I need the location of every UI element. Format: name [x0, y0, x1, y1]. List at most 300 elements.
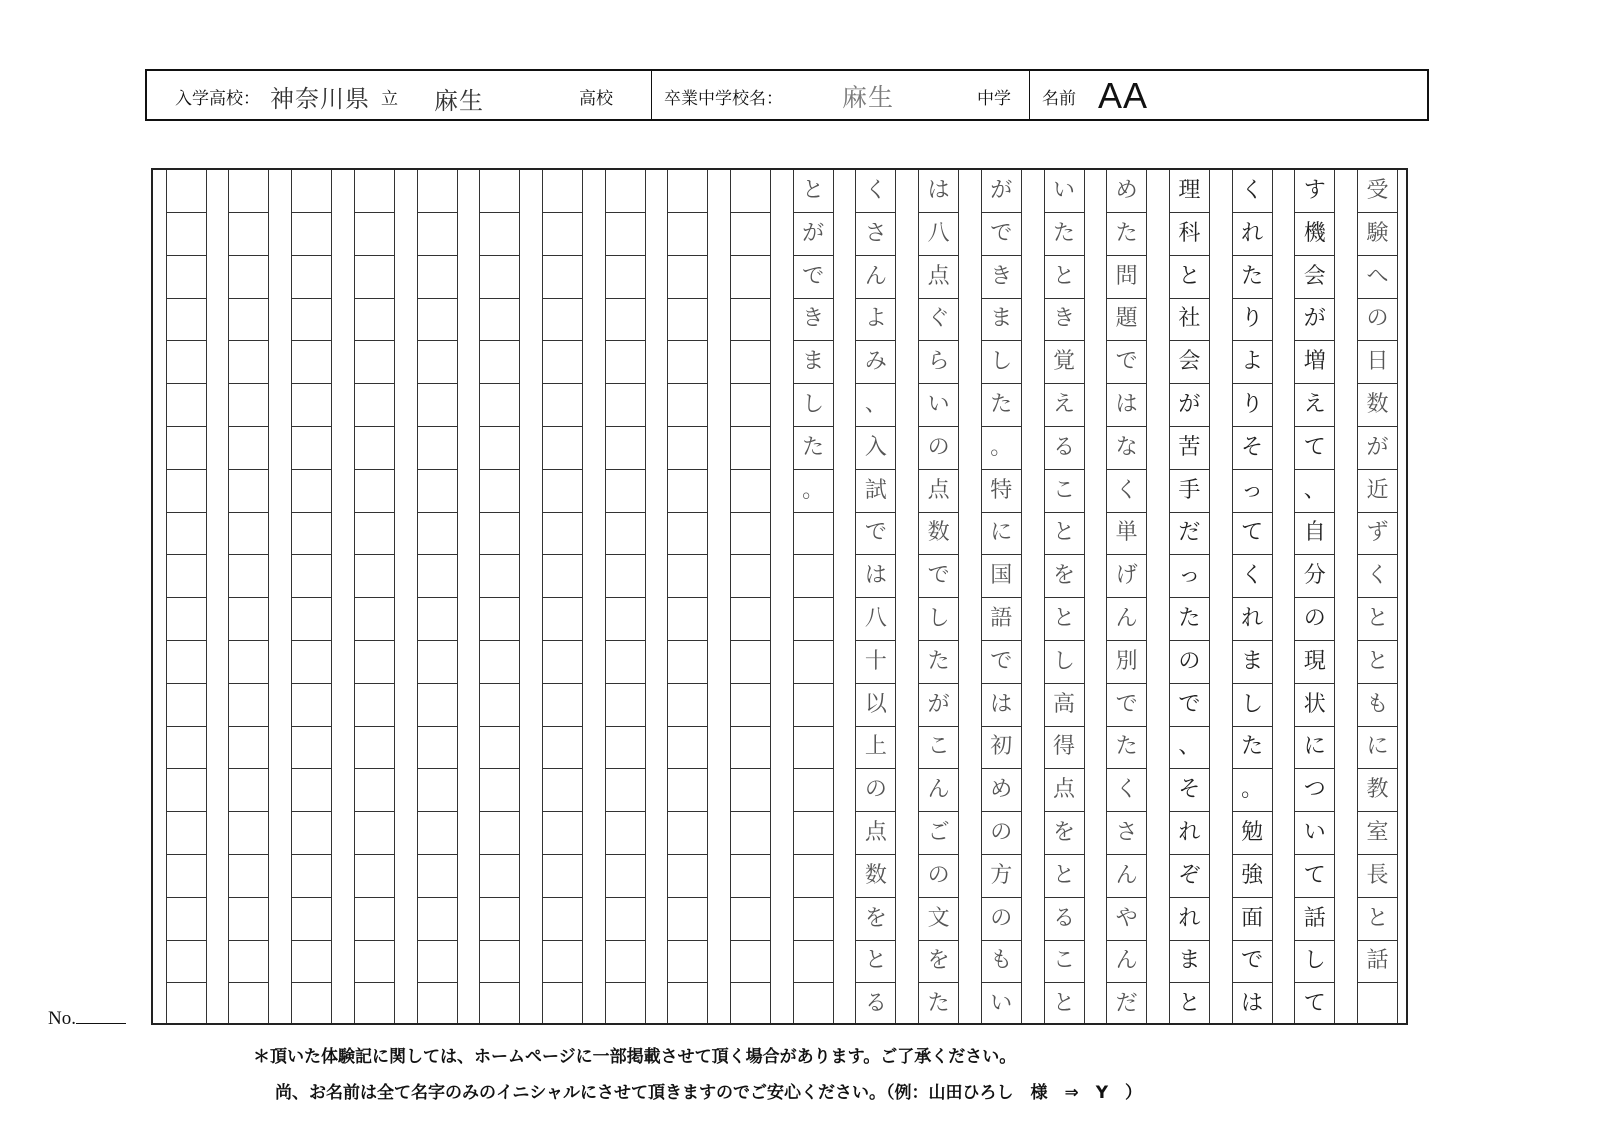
manuscript-cell [167, 170, 206, 213]
manuscript-cell: 十 [856, 641, 895, 684]
manuscript-cell [167, 555, 206, 598]
manuscript-cell: る [1045, 427, 1084, 470]
manuscript-cell: で [794, 256, 833, 299]
manuscript-cell: 、 [1295, 470, 1334, 513]
ritsu-label: 立 [381, 89, 398, 109]
notice-line-2: 尚、お名前は全て名字のみのイニシャルにさせて頂きますのでご安心ください。（例：山田ひろし 様 ⇒ Y ） [275, 1083, 1143, 1103]
manuscript-cell [229, 812, 268, 855]
manuscript-cell: 会 [1170, 341, 1209, 384]
manuscript-cell: て [1295, 427, 1334, 470]
manuscript-cell [292, 726, 331, 769]
manuscript-cell [480, 298, 519, 341]
manuscript-cell [543, 598, 582, 641]
manuscript-cell [794, 512, 833, 555]
manuscript-cell [292, 256, 331, 299]
manuscript-cell: と [856, 940, 895, 983]
manuscript-cell: い [1295, 812, 1334, 855]
manuscript-cell [292, 769, 331, 812]
manuscript-cell [292, 170, 331, 213]
manuscript-cell [167, 684, 206, 727]
manuscript-cell: え [1295, 384, 1334, 427]
manuscript-cell [292, 855, 331, 898]
manuscript-cell: 社 [1170, 298, 1209, 341]
manuscript-cell [167, 983, 206, 1025]
manuscript-cell: 理 [1170, 170, 1209, 213]
manuscript-cell [229, 684, 268, 727]
manuscript-column [667, 170, 708, 1023]
manuscript-cell: 分 [1295, 555, 1334, 598]
manuscript-cell [668, 726, 707, 769]
manuscript-cell [355, 726, 394, 769]
manuscript-cell [229, 256, 268, 299]
manuscript-cell [229, 213, 268, 256]
manuscript-cell [292, 555, 331, 598]
manuscript-cell [794, 555, 833, 598]
manuscript-cell [355, 769, 394, 812]
manuscript-cell [418, 940, 457, 983]
manuscript-cell [480, 983, 519, 1025]
manuscript-cell: れ [1233, 598, 1272, 641]
entrance-school-cell [147, 71, 652, 119]
manuscript-cell: 八 [919, 213, 958, 256]
manuscript-cell [606, 298, 645, 341]
manuscript-cell: こ [1045, 940, 1084, 983]
manuscript-cell: り [1233, 384, 1272, 427]
manuscript-cell [167, 641, 206, 684]
header-info-box [145, 69, 1429, 121]
manuscript-cell [543, 641, 582, 684]
manuscript-cell [167, 427, 206, 470]
manuscript-cell [292, 598, 331, 641]
manuscript-cell [167, 855, 206, 898]
number-line [76, 1023, 126, 1024]
manuscript-cell: 初 [982, 726, 1021, 769]
manuscript-cell [418, 855, 457, 898]
manuscript-cell [606, 769, 645, 812]
manuscript-cell: ま [1233, 641, 1272, 684]
manuscript-cell: る [1045, 898, 1084, 941]
manuscript-cell: 現 [1295, 641, 1334, 684]
manuscript-cell: さ [1107, 812, 1146, 855]
manuscript-cell [292, 940, 331, 983]
manuscript-cell: 強 [1233, 855, 1272, 898]
manuscript-cell: 数 [919, 512, 958, 555]
manuscript-cell: で [1233, 940, 1272, 983]
manuscript-cell [543, 512, 582, 555]
manuscript-cell: を [1045, 812, 1084, 855]
manuscript-cell: げ [1107, 555, 1146, 598]
manuscript-cell [480, 684, 519, 727]
manuscript-column [1169, 170, 1210, 1023]
manuscript-cell: の [982, 898, 1021, 941]
manuscript-cell: を [1045, 555, 1084, 598]
manuscript-cell [355, 384, 394, 427]
manuscript-cell: 試 [856, 470, 895, 513]
manuscript-cell: 数 [856, 855, 895, 898]
manuscript-cell [355, 555, 394, 598]
manuscript-cell: な [1107, 427, 1146, 470]
manuscript-cell [418, 555, 457, 598]
manuscript-cell: 室 [1358, 812, 1397, 855]
manuscript-cell: 勉 [1233, 812, 1272, 855]
manuscript-cell [480, 555, 519, 598]
manuscript-cell: し [919, 598, 958, 641]
manuscript-cell [543, 769, 582, 812]
manuscript-cell [418, 341, 457, 384]
manuscript-cell: め [1107, 170, 1146, 213]
manuscript-cell [355, 256, 394, 299]
number-label: No. [48, 1008, 76, 1029]
manuscript-column [1106, 170, 1147, 1023]
manuscript-cell: 、 [856, 384, 895, 427]
manuscript-cell [418, 983, 457, 1025]
manuscript-cell: こ [919, 726, 958, 769]
manuscript-cell [229, 769, 268, 812]
manuscript-cell: 高 [1045, 684, 1084, 727]
manuscript-cell: 点 [919, 256, 958, 299]
manuscript-cell: そ [1233, 427, 1272, 470]
manuscript-cell [668, 341, 707, 384]
manuscript-cell [355, 898, 394, 941]
manuscript-cell [731, 298, 770, 341]
manuscript-cell: 苦 [1170, 427, 1209, 470]
manuscript-cell: っ [1233, 470, 1272, 513]
manuscript-cell [167, 470, 206, 513]
manuscript-cell [668, 983, 707, 1025]
manuscript-cell [606, 940, 645, 983]
manuscript-cell [606, 213, 645, 256]
manuscript-cell: の [1295, 598, 1334, 641]
manuscript-cell: ん [1107, 598, 1146, 641]
manuscript-cell [731, 726, 770, 769]
manuscript-cell: 増 [1295, 341, 1334, 384]
manuscript-cell [418, 384, 457, 427]
name-cell [1030, 71, 1427, 119]
manuscript-cell [794, 983, 833, 1025]
manuscript-cell [543, 684, 582, 727]
manuscript-cell: 特 [982, 470, 1021, 513]
manuscript-cell: で [1107, 341, 1146, 384]
manuscript-cell: て [1295, 983, 1334, 1025]
manuscript-cell: ら [919, 341, 958, 384]
manuscript-cell [229, 341, 268, 384]
manuscript-cell [668, 384, 707, 427]
manuscript-cell [731, 641, 770, 684]
notice-line-1: ＊頂いた体験記に関しては、ホームページに一部掲載させて頂く場合があります。ご了承ください。 [253, 1047, 1017, 1067]
manuscript-cell [167, 598, 206, 641]
manuscript-cell: 。 [794, 470, 833, 513]
manuscript-cell: さ [856, 213, 895, 256]
manuscript-cell: 教 [1358, 769, 1397, 812]
manuscript-cell: し [1045, 641, 1084, 684]
manuscript-cell [229, 983, 268, 1025]
manuscript-cell [543, 555, 582, 598]
manuscript-cell [794, 855, 833, 898]
manuscript-cell [292, 213, 331, 256]
manuscript-cell: と [1170, 983, 1209, 1025]
manuscript-cell [292, 427, 331, 470]
manuscript-cell: ん [1107, 855, 1146, 898]
manuscript-cell [355, 213, 394, 256]
manuscript-cell: 近 [1358, 470, 1397, 513]
manuscript-cell [292, 384, 331, 427]
manuscript-column [291, 170, 332, 1023]
manuscript-column [730, 170, 771, 1023]
manuscript-cell [668, 940, 707, 983]
manuscript-cell: は [856, 555, 895, 598]
manuscript-cell: く [1107, 769, 1146, 812]
manuscript-cell: と [1358, 598, 1397, 641]
manuscript-cell [543, 384, 582, 427]
manuscript-column [1294, 170, 1335, 1023]
manuscript-cell [167, 512, 206, 555]
manuscript-cell: み [856, 341, 895, 384]
manuscript-cell [292, 512, 331, 555]
manuscript-cell: っ [1170, 555, 1209, 598]
manuscript-cell: が [1358, 427, 1397, 470]
manuscript-cell [668, 555, 707, 598]
manuscript-cell: 話 [1295, 898, 1334, 941]
manuscript-column [1232, 170, 1273, 1023]
manuscript-cell [229, 170, 268, 213]
manuscript-cell [418, 427, 457, 470]
manuscript-cell: が [1170, 384, 1209, 427]
manuscript-cell [543, 898, 582, 941]
koukou-label: 高校 [579, 89, 613, 109]
manuscript-cell: 題 [1107, 298, 1146, 341]
manuscript-cell: に [982, 512, 1021, 555]
manuscript-cell [229, 726, 268, 769]
manuscript-cell [292, 470, 331, 513]
manuscript-cell [731, 855, 770, 898]
manuscript-cell [731, 384, 770, 427]
manuscript-cell [731, 898, 770, 941]
manuscript-cell: し [1233, 684, 1272, 727]
manuscript-cell: 得 [1045, 726, 1084, 769]
manuscript-cell: し [794, 384, 833, 427]
manuscript-cell [794, 940, 833, 983]
manuscript-cell: の [982, 812, 1021, 855]
manuscript-cell: や [1107, 898, 1146, 941]
manuscript-cell: も [1358, 684, 1397, 727]
manuscript-cell [606, 427, 645, 470]
manuscript-cell: り [1233, 298, 1272, 341]
manuscript-cell [480, 384, 519, 427]
manuscript-cell [606, 898, 645, 941]
junior-school-label: 卒業中学校名： [664, 89, 783, 109]
manuscript-cell: 自 [1295, 512, 1334, 555]
manuscript-cell: ま [982, 298, 1021, 341]
manuscript-cell: ま [794, 341, 833, 384]
manuscript-cell: 会 [1295, 256, 1334, 299]
manuscript-cell [668, 470, 707, 513]
manuscript-cell: で [919, 555, 958, 598]
manuscript-cell: ぞ [1170, 855, 1209, 898]
manuscript-cell [543, 940, 582, 983]
manuscript-cell: 手 [1170, 470, 1209, 513]
manuscript-cell [543, 812, 582, 855]
manuscript-cell [543, 726, 582, 769]
manuscript-cell [355, 298, 394, 341]
manuscript-cell: と [1045, 983, 1084, 1025]
manuscript-cell [480, 769, 519, 812]
manuscript-cell [794, 898, 833, 941]
manuscript-cell: と [794, 170, 833, 213]
entrance-school-label: 入学高校： [175, 89, 260, 109]
manuscript-cell: く [856, 170, 895, 213]
manuscript-cell [1358, 983, 1397, 1025]
manuscript-cell: ま [1170, 940, 1209, 983]
manuscript-cell [480, 598, 519, 641]
manuscript-cell [229, 855, 268, 898]
manuscript-cell: と [1358, 898, 1397, 941]
manuscript-cell [480, 726, 519, 769]
manuscript-cell [668, 641, 707, 684]
manuscript-cell: い [919, 384, 958, 427]
manuscript-cell [794, 684, 833, 727]
manuscript-cell: を [919, 940, 958, 983]
manuscript-cell [543, 341, 582, 384]
manuscript-cell [355, 940, 394, 983]
manuscript-cell [418, 598, 457, 641]
manuscript-cell [480, 812, 519, 855]
number-field [48, 1008, 126, 1030]
manuscript-cell: ご [919, 812, 958, 855]
manuscript-cell: て [1233, 512, 1272, 555]
manuscript-cell [731, 684, 770, 727]
manuscript-cell: と [1045, 256, 1084, 299]
manuscript-cell [731, 769, 770, 812]
manuscript-column [981, 170, 1022, 1023]
manuscript-cell: 日 [1358, 341, 1397, 384]
manuscript-cell: れ [1233, 213, 1272, 256]
manuscript-cell [731, 983, 770, 1025]
manuscript-cell [606, 598, 645, 641]
manuscript-column [542, 170, 583, 1023]
manuscript-cell [480, 256, 519, 299]
manuscript-cell [355, 598, 394, 641]
manuscript-cell: す [1295, 170, 1334, 213]
manuscript-cell: ず [1358, 512, 1397, 555]
manuscript-cell: よ [1233, 341, 1272, 384]
manuscript-cell: て [1295, 855, 1334, 898]
manuscript-cell [794, 812, 833, 855]
manuscript-cell [229, 512, 268, 555]
manuscript-cell [167, 213, 206, 256]
manuscript-cell: 国 [982, 555, 1021, 598]
manuscript-cell [668, 256, 707, 299]
manuscript-cell: 上 [856, 726, 895, 769]
manuscript-column [918, 170, 959, 1023]
manuscript-cell: の [919, 855, 958, 898]
manuscript-cell: き [794, 298, 833, 341]
manuscript-cell [292, 983, 331, 1025]
manuscript-cell [731, 598, 770, 641]
manuscript-cell: は [1233, 983, 1272, 1025]
manuscript-cell [606, 384, 645, 427]
manuscript-cell: た [1233, 256, 1272, 299]
manuscript-cell [668, 684, 707, 727]
manuscript-cell: ん [1107, 940, 1146, 983]
manuscript-cell: で [982, 213, 1021, 256]
manuscript-cell [480, 213, 519, 256]
manuscript-cell: 。 [1233, 769, 1272, 812]
manuscript-cell: よ [856, 298, 895, 341]
manuscript-cell [731, 213, 770, 256]
junior-school-handwritten: 麻生 [842, 83, 895, 112]
manuscript-cell: い [1045, 170, 1084, 213]
manuscript-column [228, 170, 269, 1023]
manuscript-cell: は [919, 170, 958, 213]
manuscript-grid [151, 168, 1408, 1025]
manuscript-cell: 点 [856, 812, 895, 855]
manuscript-cell [229, 298, 268, 341]
manuscript-cell: 別 [1107, 641, 1146, 684]
manuscript-cell [543, 427, 582, 470]
manuscript-cell [543, 983, 582, 1025]
manuscript-cell [794, 726, 833, 769]
manuscript-cell: と [1045, 855, 1084, 898]
manuscript-cell: し [1295, 940, 1334, 983]
manuscript-cell: 長 [1358, 855, 1397, 898]
manuscript-cell: 状 [1295, 684, 1334, 727]
manuscript-cell: で [856, 512, 895, 555]
manuscript-cell [480, 898, 519, 941]
manuscript-cell [731, 341, 770, 384]
manuscript-cell [668, 812, 707, 855]
manuscript-cell: く [1233, 555, 1272, 598]
manuscript-column [166, 170, 207, 1023]
manuscript-cell [606, 641, 645, 684]
manuscript-cell: 問 [1107, 256, 1146, 299]
manuscript-cell [418, 684, 457, 727]
manuscript-cell: が [1295, 298, 1334, 341]
manuscript-cell [606, 855, 645, 898]
manuscript-cell [355, 170, 394, 213]
manuscript-cell: し [982, 341, 1021, 384]
manuscript-cell: で [1170, 684, 1209, 727]
manuscript-cell: と [1358, 641, 1397, 684]
prefecture-handwritten: 神奈川県 [270, 85, 370, 113]
manuscript-cell [794, 598, 833, 641]
manuscript-cell [606, 684, 645, 727]
manuscript-cell [480, 470, 519, 513]
manuscript-cell [418, 641, 457, 684]
manuscript-cell: い [982, 983, 1021, 1025]
manuscript-cell [731, 812, 770, 855]
manuscript-column [354, 170, 395, 1023]
manuscript-cell: へ [1358, 256, 1397, 299]
manuscript-cell: の [1170, 641, 1209, 684]
manuscript-cell: た [919, 641, 958, 684]
manuscript-cell [229, 470, 268, 513]
manuscript-cell [229, 555, 268, 598]
manuscript-cell [355, 983, 394, 1025]
manuscript-cell [731, 940, 770, 983]
manuscript-cell [543, 470, 582, 513]
manuscript-cell [731, 470, 770, 513]
manuscript-cell [668, 769, 707, 812]
manuscript-cell: れ [1170, 812, 1209, 855]
manuscript-cell: 入 [856, 427, 895, 470]
manuscript-cell: と [1045, 598, 1084, 641]
manuscript-cell [543, 298, 582, 341]
manuscript-cell: そ [1170, 769, 1209, 812]
manuscript-cell [606, 983, 645, 1025]
manuscript-cell [794, 769, 833, 812]
manuscript-cell [229, 427, 268, 470]
manuscript-cell: に [1358, 726, 1397, 769]
